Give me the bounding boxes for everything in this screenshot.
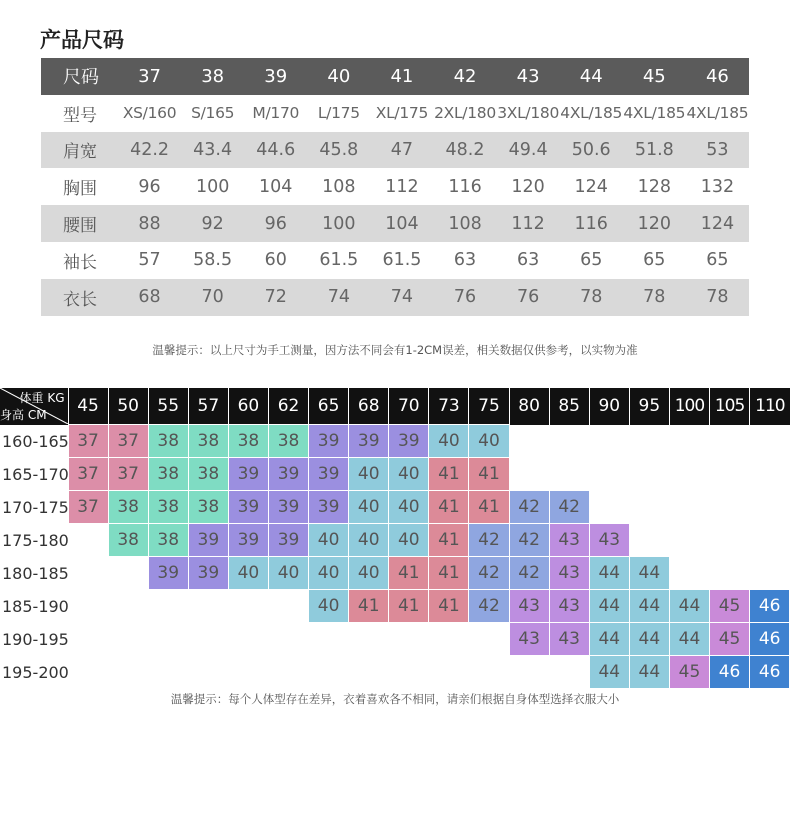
fit-empty-cell [469,623,509,656]
fit-size-cell: 44 [589,590,629,623]
spec-size-header: 39 [244,58,307,95]
fit-size-cell: 40 [309,524,349,557]
fit-empty-cell [549,425,589,458]
fit-size-cell: 43 [549,524,589,557]
fit-size-cell: 39 [268,458,308,491]
spec-cell: 63 [516,250,540,271]
spec-row [41,242,749,279]
weight-header: 100 [669,388,709,425]
spec-cell: 104 [259,176,293,197]
fit-row [0,656,790,689]
height-range-label: 190-195 [2,629,69,649]
page-title: 产品尺码 [40,28,124,52]
fit-size-cell: 43 [509,590,549,623]
spec-cell: 92 [181,205,244,242]
fit-size-cell: 39 [228,491,268,524]
fit-size-cell: 39 [188,524,228,557]
fit-size-cell: 40 [349,557,389,590]
fit-size-cell: 42 [509,557,549,590]
fit-size-cell: 39 [268,491,308,524]
fit-size-cell: 44 [629,590,669,623]
spec-cell: XS/160 [122,104,177,123]
fit-empty-cell [188,656,228,689]
spec-cell: L/175 [317,104,360,123]
spec-cell: 72 [244,279,307,316]
spec-cell: 61.5 [382,250,422,271]
fit-size-cell: 37 [68,425,108,458]
fit-size-cell: 38 [148,458,188,491]
fit-size-cell: 42 [509,491,549,524]
fit-size-cell: 37 [68,458,108,491]
fit-empty-cell [228,623,268,656]
fit-size-cell: 39 [228,458,268,491]
height-range-label: 180-185 [2,563,69,583]
spec-cell: 3XL/180 [497,104,560,123]
spec-row [41,168,749,205]
fit-empty-cell [429,656,469,689]
spec-row-label: 腰围 [41,205,118,242]
weight-header: 65 [309,388,349,425]
fit-size-cell: 42 [549,491,589,524]
spec-cell: 116 [560,205,623,242]
spec-cell: 116 [448,176,482,197]
size-fit-table [0,388,790,689]
spec-cell: 104 [370,205,433,242]
fit-empty-cell [228,590,268,623]
fit-empty-cell [389,623,429,656]
spec-cell: 61.5 [319,250,359,271]
fit-empty-cell [669,557,709,590]
weight-header: 57 [188,388,228,425]
fit-size-cell: 38 [228,425,268,458]
fit-empty-cell [509,656,549,689]
spec-cell: 112 [385,176,419,197]
fit-size-cell: 41 [429,458,469,491]
weight-header: 60 [228,388,268,425]
fit-empty-cell [750,425,790,458]
spec-cell: 42.2 [118,132,181,169]
fit-empty-cell [710,458,750,491]
fit-empty-cell [68,524,108,557]
fit-size-cell: 39 [188,557,228,590]
fit-empty-cell [629,458,669,491]
fit-size-cell: 43 [549,557,589,590]
spec-cell: 44.6 [244,132,307,169]
fit-size-cell: 40 [349,524,389,557]
fit-empty-cell [629,524,669,557]
fit-size-cell: 40 [429,425,469,458]
weight-axis-label: 体重 KG [19,391,65,405]
weight-header: 62 [268,388,308,425]
fit-size-cell: 41 [429,557,469,590]
fit-size-cell: 44 [589,656,629,689]
weight-header: 68 [349,388,389,425]
measurement-note: 温馨提示：以上尺寸为手工测量，因方法不同会有1-2CM误差，相关数据仅供参考，以实物为准 [152,343,638,357]
fit-empty-cell [108,557,148,590]
spec-cell: 47 [370,132,433,169]
fit-size-cell: 45 [710,623,750,656]
spec-cell: 57 [138,250,161,271]
fit-size-cell: 40 [268,557,308,590]
spec-cell: 65 [706,250,729,271]
fit-empty-cell [509,425,549,458]
spec-header-label: 尺码 [41,58,118,95]
fit-empty-cell [469,656,509,689]
fit-empty-cell [710,491,750,524]
spec-cell: 76 [433,279,496,316]
fit-size-cell: 38 [188,458,228,491]
weight-header: 85 [549,388,589,425]
height-range-label: 160-165 [2,431,69,451]
spec-cell: 50.6 [560,132,623,169]
spec-cell: 43.4 [181,132,244,169]
spec-cell: 124 [574,176,608,197]
height-range-label: 170-175 [2,497,69,517]
spec-row [41,205,749,242]
fit-empty-cell [750,458,790,491]
weight-header: 80 [509,388,549,425]
fit-empty-cell [349,656,389,689]
fit-empty-cell [108,590,148,623]
spec-cell: 58.5 [193,250,233,271]
fit-size-cell: 38 [148,491,188,524]
spec-row [41,95,749,132]
spec-cell: 2XL/180 [434,104,496,123]
spec-cell: 45.8 [307,132,370,169]
fit-size-cell: 40 [389,458,429,491]
spec-header-row [41,58,749,95]
fit-size-cell: 42 [469,590,509,623]
spec-size-header: 38 [181,58,244,95]
fit-empty-cell [309,623,349,656]
spec-cell: 96 [138,176,161,197]
weight-header: 50 [108,388,148,425]
fit-size-cell: 45 [669,656,709,689]
spec-size-header: 44 [560,58,623,95]
spec-row [41,279,749,316]
fit-size-cell: 44 [669,623,709,656]
spec-cell: 120 [511,176,545,197]
fit-size-cell: 38 [188,425,228,458]
spec-cell: 78 [686,279,749,316]
fit-empty-cell [589,425,629,458]
height-range-label: 165-170 [2,464,69,484]
fit-size-cell: 38 [188,491,228,524]
fit-size-cell: 41 [389,557,429,590]
weight-header: 105 [710,388,750,425]
fit-empty-cell [68,656,108,689]
spec-cell: 96 [244,205,307,242]
fit-size-cell: 39 [349,425,389,458]
spec-cell: 124 [686,205,749,242]
spec-cell: S/165 [191,104,235,123]
fit-size-cell: 40 [349,458,389,491]
weight-header: 90 [589,388,629,425]
fit-size-cell: 44 [629,557,669,590]
fit-empty-cell [228,656,268,689]
fit-note: 温馨提示：每个人体型存在差异，衣着喜欢各不相同，请亲们根据自身体型选择衣服大小 [170,692,620,706]
fit-row [0,557,790,590]
fit-size-cell: 44 [589,623,629,656]
fit-empty-cell [669,524,709,557]
fit-size-cell: 40 [389,491,429,524]
weight-header: 73 [429,388,469,425]
fit-empty-cell [268,623,308,656]
fit-size-cell: 40 [309,557,349,590]
fit-size-cell: 39 [228,524,268,557]
size-spec-table [41,58,749,316]
spec-cell: 108 [322,176,356,197]
spec-cell: 74 [307,279,370,316]
fit-size-cell: 38 [108,524,148,557]
fit-size-cell: 43 [589,524,629,557]
fit-size-cell: 45 [710,590,750,623]
fit-size-cell: 42 [469,524,509,557]
spec-cell: 4XL/185 [686,104,749,123]
fit-size-cell: 39 [268,524,308,557]
spec-cell: 53 [686,132,749,169]
fit-empty-cell [429,623,469,656]
fit-empty-cell [108,623,148,656]
fit-size-cell: 41 [469,458,509,491]
fit-size-cell: 43 [509,623,549,656]
spec-cell: 4XL/185 [623,104,686,123]
fit-empty-cell [549,656,589,689]
fit-empty-cell [549,458,589,491]
fit-size-cell: 42 [509,524,549,557]
weight-header: 45 [68,388,108,425]
spec-cell: 68 [118,279,181,316]
fit-size-cell: 46 [750,656,790,689]
weight-header: 55 [148,388,188,425]
fit-size-cell: 44 [589,557,629,590]
fit-size-cell: 41 [349,590,389,623]
fit-empty-cell [148,590,188,623]
fit-empty-cell [68,557,108,590]
fit-size-cell: 41 [389,590,429,623]
fit-size-cell: 40 [349,491,389,524]
spec-size-header: 43 [497,58,560,95]
spec-cell: 128 [637,176,671,197]
spec-size-header: 40 [307,58,370,95]
fit-size-cell: 38 [108,491,148,524]
weight-header: 110 [750,388,790,425]
fit-size-cell: 43 [549,623,589,656]
fit-empty-cell [148,656,188,689]
fit-corner-cell [0,388,68,425]
fit-size-cell: 44 [629,656,669,689]
spec-cell: 132 [700,176,735,197]
fit-row [0,491,790,524]
weight-header: 70 [389,388,429,425]
fit-size-cell: 39 [309,458,349,491]
fit-empty-cell [750,524,790,557]
fit-size-cell: 41 [429,491,469,524]
fit-empty-cell [268,656,308,689]
fit-size-cell: 44 [629,623,669,656]
fit-size-cell: 39 [389,425,429,458]
fit-size-cell: 46 [750,623,790,656]
fit-empty-cell [629,425,669,458]
spec-row-label: 胸围 [63,179,97,200]
spec-size-header: 41 [370,58,433,95]
fit-size-cell: 40 [389,524,429,557]
fit-size-cell: 39 [309,491,349,524]
fit-size-cell: 42 [469,557,509,590]
fit-size-cell: 38 [148,425,188,458]
spec-cell: XL/175 [375,104,429,123]
fit-row [0,458,790,491]
spec-row-label: 型号 [63,105,97,126]
spec-cell: 63 [453,250,477,271]
weight-header: 95 [629,388,669,425]
height-range-label: 175-180 [2,530,69,550]
fit-row [0,524,790,557]
fit-size-cell: 43 [549,590,589,623]
spec-size-header: 45 [623,58,686,95]
fit-size-cell: 39 [148,557,188,590]
spec-cell: 60 [264,250,287,271]
fit-empty-cell [589,491,629,524]
fit-row [0,590,790,623]
fit-empty-cell [589,458,629,491]
spec-cell: 108 [433,205,496,242]
fit-empty-cell [309,656,349,689]
fit-empty-cell [629,491,669,524]
spec-size-header: 37 [118,58,181,95]
fit-row [0,623,790,656]
height-range-label: 185-190 [2,596,69,616]
fit-empty-cell [710,524,750,557]
fit-size-cell: 39 [309,425,349,458]
fit-empty-cell [669,458,709,491]
fit-size-cell: 41 [469,491,509,524]
spec-size-header: 42 [433,58,496,95]
spec-cell: 74 [370,279,433,316]
spec-cell: 65 [580,250,603,271]
fit-header-row [0,388,790,425]
fit-size-cell: 38 [268,425,308,458]
height-axis-label: 身高 CM [0,407,47,422]
fit-empty-cell [108,656,148,689]
fit-empty-cell [750,491,790,524]
weight-header: 75 [469,388,509,425]
fit-empty-cell [710,425,750,458]
spec-cell: 48.2 [433,132,496,169]
spec-cell: 120 [623,205,686,242]
spec-cell: 88 [118,205,181,242]
fit-empty-cell [669,491,709,524]
fit-empty-cell [710,557,750,590]
fit-size-cell: 40 [469,425,509,458]
fit-empty-cell [188,623,228,656]
height-range-label: 195-200 [2,662,69,682]
spec-cell: 100 [307,205,370,242]
spec-size-header: 46 [686,58,749,95]
spec-cell: 100 [195,176,230,197]
spec-cell: 49.4 [497,132,560,169]
spec-row-label: 袖长 [63,252,97,273]
fit-size-cell: 44 [669,590,709,623]
fit-empty-cell [349,623,389,656]
spec-cell: 4XL/185 [560,104,623,123]
spec-cell: M/170 [252,104,300,123]
fit-empty-cell [148,623,188,656]
fit-empty-cell [188,590,228,623]
spec-cell: 112 [497,205,560,242]
spec-cell: 76 [497,279,560,316]
fit-empty-cell [669,425,709,458]
spec-row-label: 肩宽 [41,132,118,169]
fit-size-cell: 37 [108,458,148,491]
spec-row [41,132,749,169]
spec-cell: 78 [560,279,623,316]
fit-size-cell: 46 [710,656,750,689]
fit-size-cell: 40 [309,590,349,623]
spec-cell: 70 [181,279,244,316]
fit-empty-cell [750,557,790,590]
fit-size-cell: 41 [429,590,469,623]
fit-size-cell: 38 [148,524,188,557]
fit-empty-cell [68,623,108,656]
spec-cell: 51.8 [623,132,686,169]
fit-size-cell: 41 [429,524,469,557]
fit-size-cell: 37 [68,491,108,524]
fit-empty-cell [268,590,308,623]
fit-size-cell: 46 [750,590,790,623]
spec-cell: 78 [623,279,686,316]
fit-empty-cell [389,656,429,689]
fit-empty-cell [509,458,549,491]
fit-size-cell: 37 [108,425,148,458]
fit-size-cell: 40 [228,557,268,590]
spec-row-label: 衣长 [41,279,118,316]
spec-cell: 65 [643,250,666,271]
fit-empty-cell [68,590,108,623]
fit-row [0,425,790,458]
